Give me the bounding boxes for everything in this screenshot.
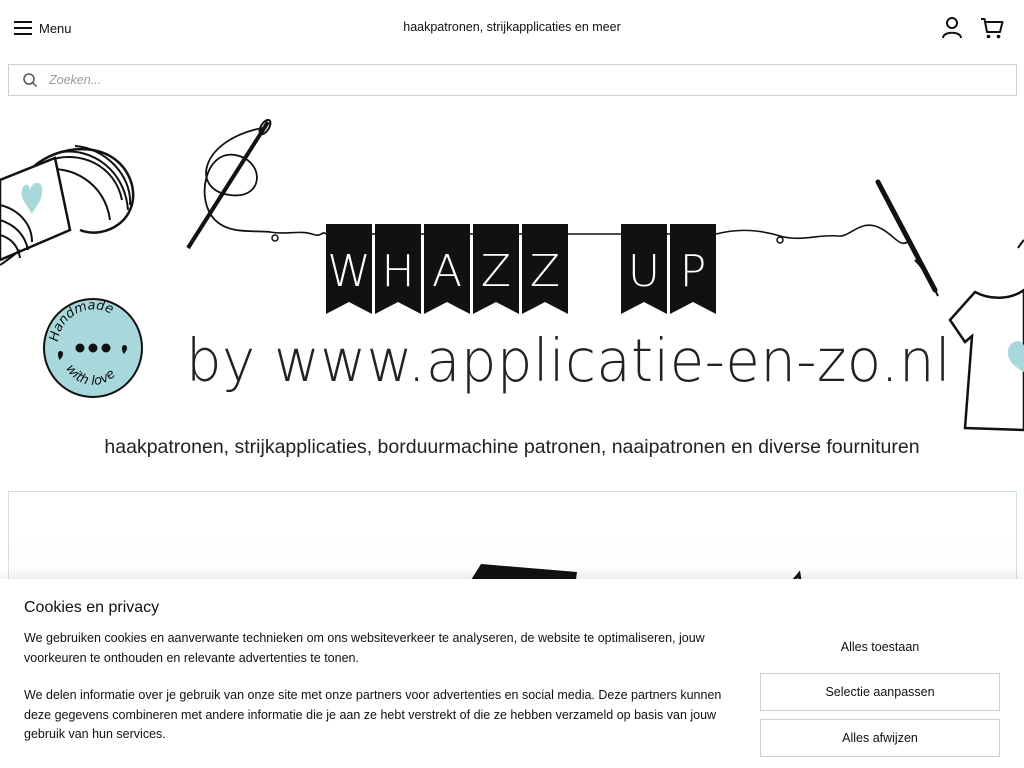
cart-icon [980, 17, 1004, 39]
flag-letter: Z [529, 246, 561, 297]
cookie-text-usage: We gebruiken cookies en aanverwante technieken om ons websiteverkeer te analyseren, de website te optimaliseren, jouw voorkeuren te onthouden en relevante advertenties te tonen. [24, 631, 705, 665]
badge-text-handmade: Handmade [46, 298, 116, 343]
hero-banner [0, 110, 1024, 482]
handmade-badge [44, 298, 142, 397]
flag-letter: W [327, 246, 371, 297]
flag-letter: Z [480, 246, 512, 297]
banner-subtitle: haakpatronen, strijkapplicaties, borduurmachine patronen, naaipatronen en diverse fournituren [104, 436, 920, 458]
flag-letter: H [381, 246, 415, 297]
flag-letter: P [679, 246, 707, 297]
tshirt-illustration [950, 240, 1024, 430]
customize-selection-button[interactable]: Selectie aanpassen [760, 673, 1000, 711]
bunting-whazz [326, 224, 568, 314]
search-input[interactable] [49, 73, 989, 87]
cookie-consent-panel [0, 579, 1024, 768]
banner-artwork [0, 110, 1024, 482]
search-bar [8, 64, 1017, 96]
account-button[interactable] [939, 15, 965, 41]
crochet-hook-illustration [878, 182, 938, 296]
reject-all-button[interactable]: Alles afwijzen [760, 719, 1000, 757]
yarn-ball-illustration [0, 146, 133, 260]
menu-button[interactable] [14, 18, 72, 38]
cookie-text-partners: We delen informatie over je gebruik van onze site met onze partners voor advertenties en social media. Deze partners kunnen deze gegevens combineren met andere informatie die je aan ze hebt verstrekt of die ze hebben verzameld op basis van jouw gebruik van hun services. [24, 688, 722, 741]
cart-button[interactable] [979, 15, 1005, 41]
cookie-title: Cookies en privacy [24, 599, 160, 616]
hamburger-icon [14, 21, 32, 35]
website-byline: by www.applicatie-en-zo.nl [186, 327, 952, 396]
needle-illustration [188, 118, 326, 248]
user-icon [942, 17, 962, 39]
site-tagline: haakpatronen, strijkapplicaties en meer [403, 20, 621, 34]
search-icon [22, 72, 38, 88]
badge-text-with-love: with love [62, 361, 119, 390]
bunting-up [621, 224, 716, 314]
menu-label: Menu [39, 20, 72, 36]
flag-letter: U [627, 246, 661, 297]
allow-all-button[interactable]: Alles toestaan [760, 634, 1000, 660]
top-bar [0, 0, 1024, 56]
flag-letter: A [431, 246, 463, 297]
